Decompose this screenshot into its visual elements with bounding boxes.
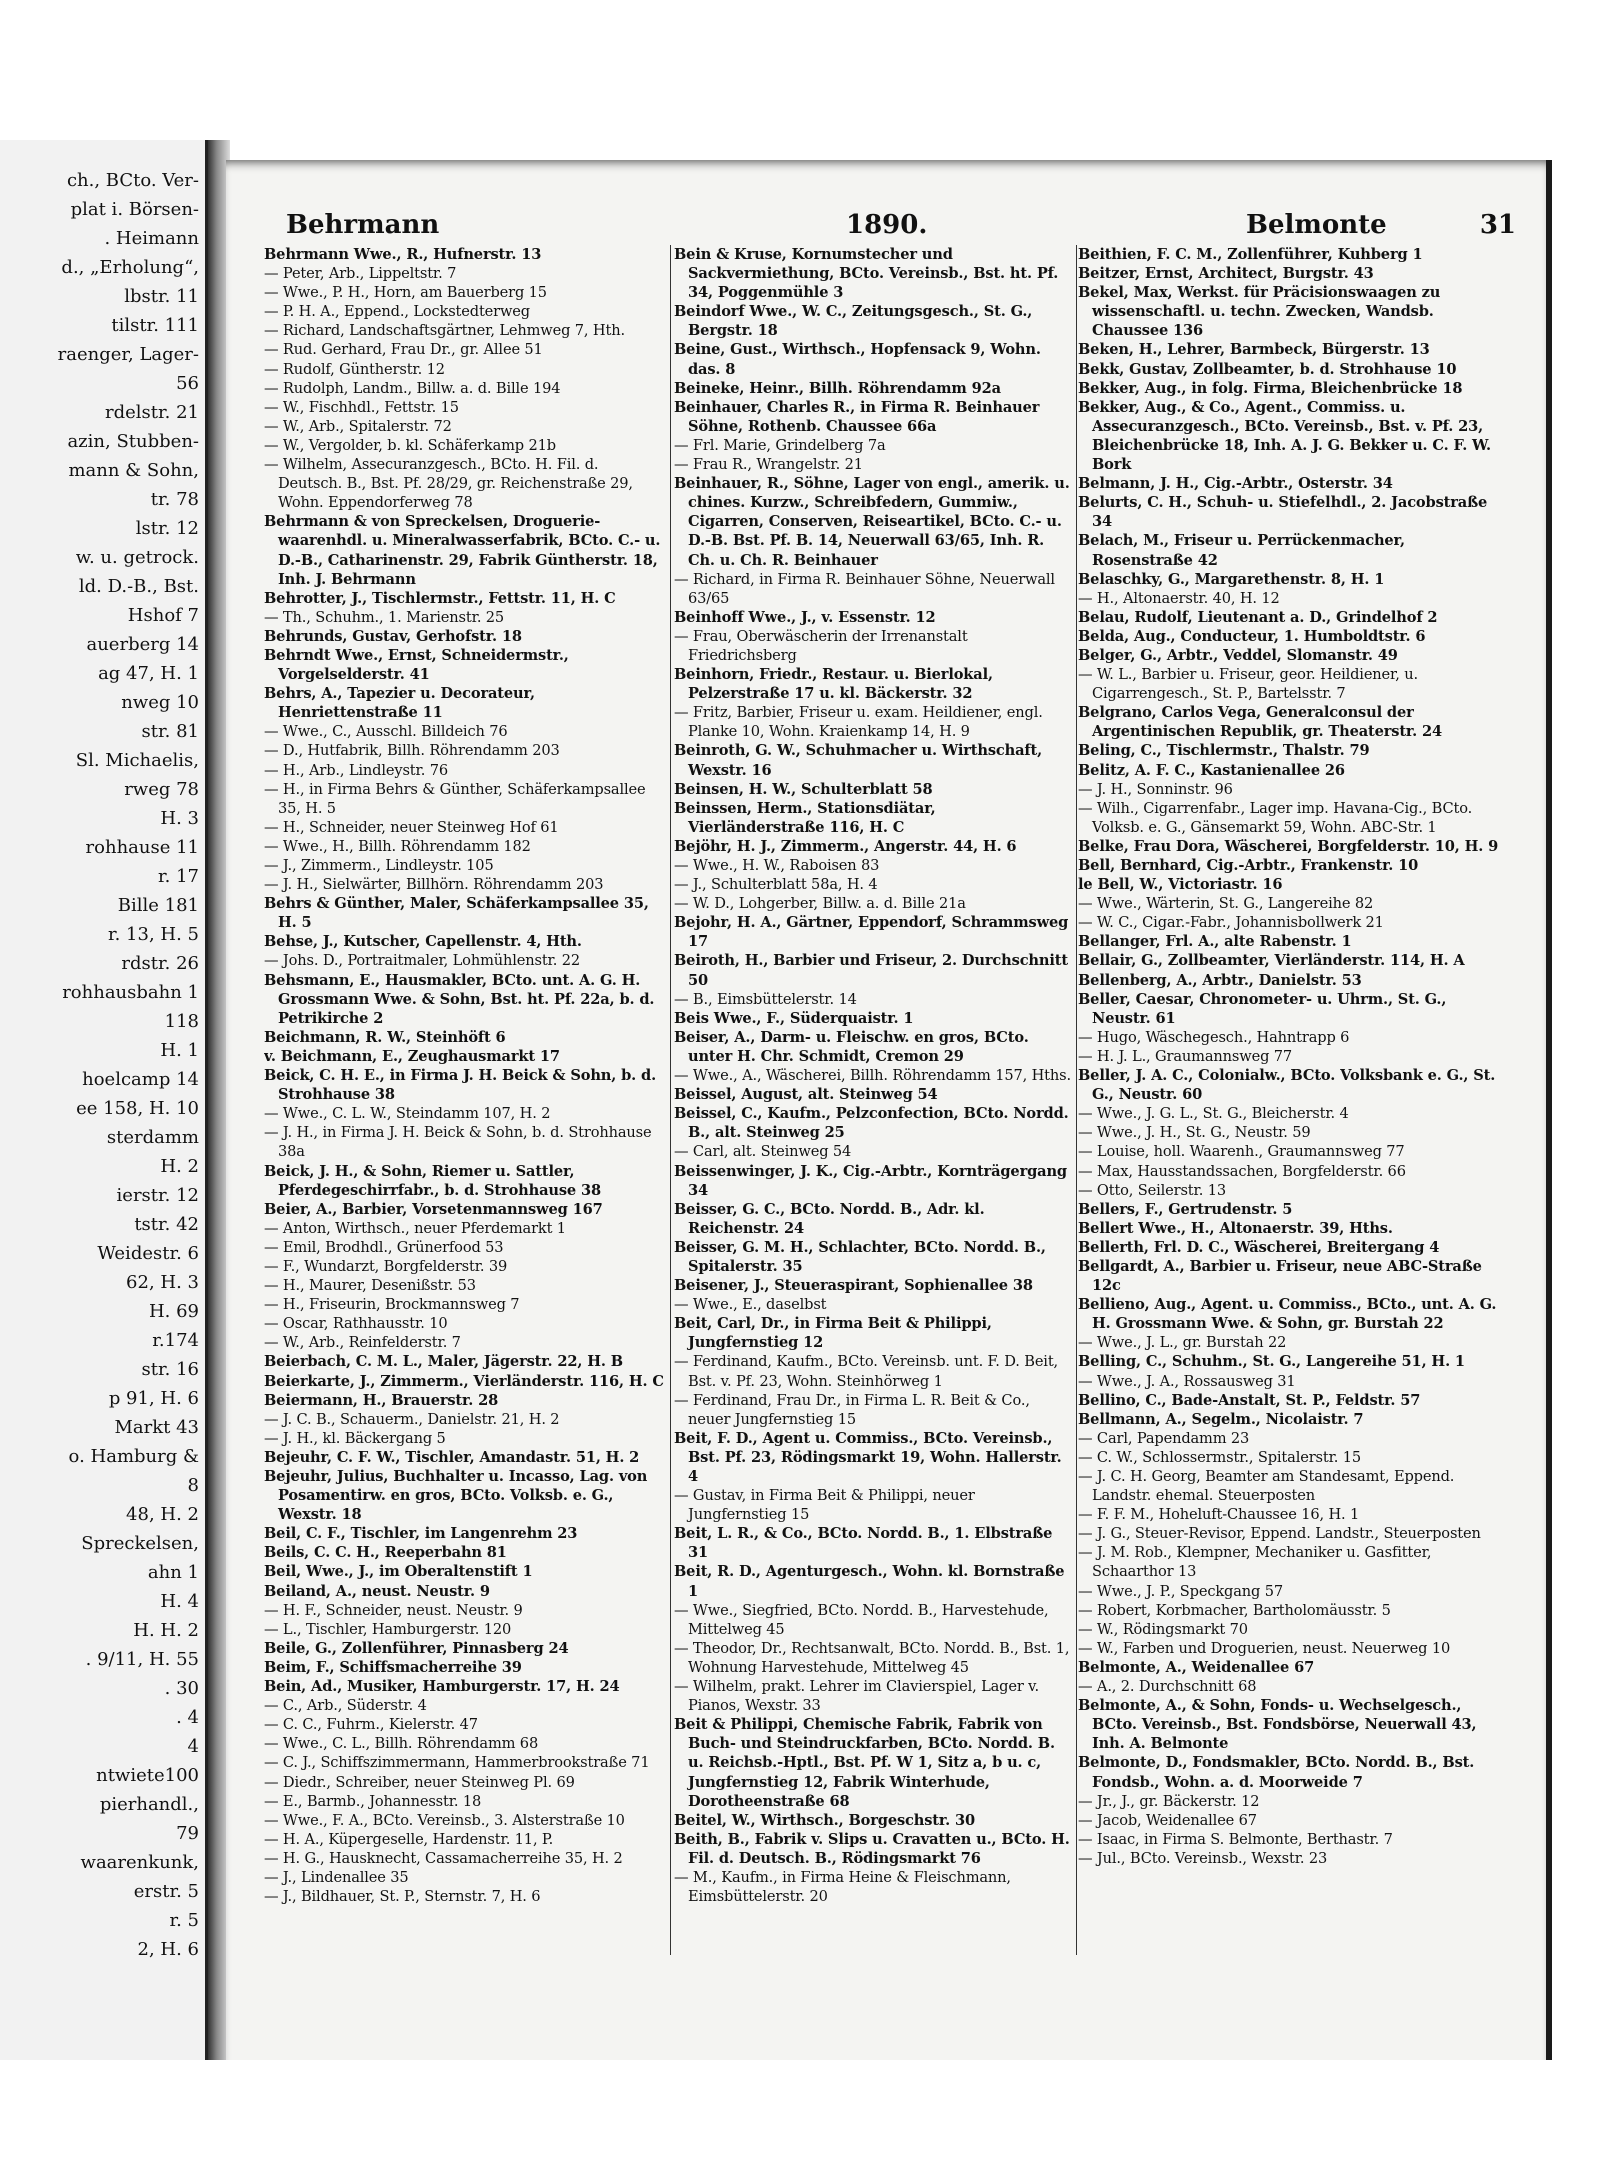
directory-entry: Bell, Bernhard, Cig.-Arbtr., Frankenstr. 10	[1078, 857, 1419, 874]
directory-entry: Behrunds, Gustav, Gerhofstr. 18	[264, 627, 522, 645]
directory-entry: Beis Wwe., F., Süderquaistr. 1	[674, 1009, 914, 1027]
directory-entry: Behse, J., Kutscher, Capellenstr. 4, Hth.	[264, 933, 582, 951]
directory-entry: Beit, R. D., Agenturgesch., Wohn. kl. Bornstraße 1	[674, 1563, 1065, 1600]
directory-entry: — Wwe., J. L., gr. Burstah 22	[1078, 1334, 1287, 1352]
left-page-text-fragment: H. 4	[160, 1591, 199, 1612]
directory-entry: Beil, C. F., Tischler, im Langenrehm 23	[264, 1525, 578, 1543]
directory-entry: — W., Arb., Spitalerstr. 72	[264, 417, 452, 435]
directory-entry: — Wwe., C., Ausschl. Billdeich 76	[264, 723, 508, 741]
directory-entry: Beinroth, G. W., Schuhmacher u. Wirthschaft, Wexstr. 16	[674, 742, 1043, 779]
header-first-name: Behrmann	[286, 210, 440, 240]
directory-entry: — J. C. B., Schauerm., Danielstr. 21, H. 2	[264, 1410, 560, 1428]
left-page-text-fragment: 62, H. 3	[126, 1272, 199, 1293]
directory-entry: — H., Altonaerstr. 40, H. 12	[1078, 589, 1280, 607]
directory-entry: Beick, C. H. E., in Firma J. H. Beick & Sohn, b. d. Strohhause 38	[264, 1067, 657, 1104]
directory-entry: — A., 2. Durchschnitt 68	[1078, 1678, 1257, 1696]
left-page-text-fragment: r. 17	[158, 866, 199, 887]
directory-entry: Beitzer, Ernst, Architect, Burgstr. 43	[1078, 265, 1374, 283]
directory-entry: — Otto, Seilerstr. 13	[1078, 1181, 1226, 1199]
left-page-text-fragment: 2, H. 6	[137, 1939, 199, 1960]
directory-entry: — E., Barmb., Johannesstr. 18	[264, 1792, 482, 1810]
directory-entry: Beiser, A., Darm- u. Fleischw. en gros, BCto. unter H. Chr. Schmidt, Cremon 29	[674, 1028, 1029, 1065]
directory-entry: — Frau, Oberwäscherin der Irrenanstalt Friedrichsberg	[674, 627, 968, 664]
directory-entry: — Wwe., H. W., Raboisen 83	[674, 857, 880, 874]
left-page-text-fragment: ntwiete100	[96, 1765, 199, 1786]
directory-entry: Behrmann Wwe., R., Hufnerstr. 13	[264, 246, 542, 263]
directory-entry: — L., Tischler, Hamburgerstr. 120	[264, 1620, 512, 1638]
directory-entry: Bellers, F., Gertrudenstr. 5	[1078, 1200, 1293, 1218]
left-page-text-fragment: Sl. Michaelis,	[75, 750, 199, 771]
directory-entry: — Jul., BCto. Vereinsb., Wexstr. 23	[1078, 1849, 1328, 1867]
directory-entry: — D., Hutfabrik, Billh. Röhrendamm 203	[264, 742, 560, 760]
left-page-text-fragment: . 4	[176, 1707, 199, 1728]
directory-entry: Beierkarte, J., Zimmerm., Vierländerstr. 116, H. C	[264, 1372, 664, 1390]
directory-entry: Belgrano, Carlos Vega, Generalconsul der Argentinischen Republik, gr. Theaterstr. 24	[1078, 704, 1442, 741]
left-page-text-fragment: Spreckelsen,	[81, 1533, 199, 1554]
left-page-text-fragment: r. 13, H. 5	[107, 924, 199, 945]
directory-entry: Beichmann, R. W., Steinhöft 6	[264, 1028, 506, 1046]
directory-entry: — J., Schulterblatt 58a, H. 4	[674, 876, 878, 894]
left-page-text-fragment: hoelcamp 14	[82, 1069, 199, 1090]
directory-entry: — Theodor, Dr., Rechtsanwalt, BCto. Nordd. B., Bst. 1, Wohnung Harvestehude, Mittelweg 45	[674, 1639, 1070, 1676]
directory-entry: Beller, Caesar, Chronometer- u. Uhrm., St. G., Neustr. 61	[1078, 990, 1447, 1027]
left-page-text-fragment: raenger, Lager-	[57, 344, 199, 365]
directory-entry: Beils, C. C. H., Reeperbahn 81	[264, 1544, 507, 1562]
directory-entry: — Th., Schuhm., 1. Marienstr. 25	[264, 608, 505, 626]
left-page-text-fragment: sterdamm	[106, 1127, 199, 1148]
directory-entry: le Bell, W., Victoriastr. 16	[1078, 876, 1283, 894]
directory-entry: — H., Maurer, Desenißstr. 53	[264, 1277, 476, 1295]
left-page-text-fragment: H. 69	[148, 1301, 199, 1322]
directory-entry: Belmonte, A., & Sohn, Fonds- u. Wechselgesch., BCto. Vereinsb., Bst. Fondsbörse, Neuerwall 43, Inh. A. Belmonte	[1078, 1697, 1477, 1753]
left-page-text-fragment: rohhause 11	[85, 837, 199, 858]
left-page-text-fragment: w. u. getrock.	[75, 547, 199, 568]
directory-entry: Belurts, C. H., Schuh- u. Stiefelhdl., 2. Jacobstraße 34	[1078, 494, 1488, 531]
directory-entry: Bein, Ad., Musiker, Hamburgerstr. 17, H. 24	[264, 1678, 620, 1696]
directory-entry: Beiroth, H., Barbier und Friseur, 2. Durchschnitt 50	[674, 952, 1068, 989]
directory-entry: — C. J., Schiffszimmermann, Hammerbrookstraße 71	[264, 1754, 650, 1772]
directory-entry: — Peter, Arb., Lippeltstr. 7	[264, 265, 457, 283]
left-page-text-fragment: auerberg 14	[86, 634, 199, 655]
directory-entry: Bejöhr, H. J., Zimmerm., Angerstr. 44, H. 6	[674, 837, 1017, 855]
directory-entry: Belke, Frau Dora, Wäscherei, Borgfelderstr. 10, H. 9	[1078, 837, 1499, 855]
directory-entry: — Rudolph, Landm., Billw. a. d. Bille 194	[264, 379, 561, 397]
directory-entry: Beine, Gust., Wirthsch., Hopfensack 9, Wohn. das. 8	[674, 341, 1041, 378]
directory-entry: Beith, B., Fabrik v. Slips u. Cravatten u., BCto. H. Fil. d. Deutsch. B., Rödingsmarkt 76	[674, 1830, 1070, 1867]
directory-entry: — C. C., Fuhrm., Kielerstr. 47	[264, 1716, 478, 1734]
left-page-text-fragment: rdelstr. 21	[105, 402, 199, 423]
directory-entry: Beller, J. A. C., Colonialw., BCto. Volksbank e. G., St. G., Neustr. 60	[1078, 1067, 1496, 1104]
directory-entry: Belmann, J. H., Cig.-Arbtr., Osterstr. 34	[1078, 475, 1393, 493]
directory-entry: Bellenberg, A., Arbtr., Danielstr. 53	[1078, 971, 1362, 989]
column-divider	[1076, 245, 1077, 1955]
left-page-text-fragment: str. 81	[141, 721, 199, 742]
directory-entry: — Wilh., Cigarrenfabr., Lager imp. Havana-Cig., BCto. Volksb. e. G., Gänsemarkt 59, Wohn. ABC-Str. 1	[1078, 799, 1473, 836]
directory-entry: — J. H., kl. Bäckergang 5	[264, 1429, 446, 1447]
directory-entry: — Isaac, in Firma S. Belmonte, Berthastr. 7	[1078, 1830, 1393, 1848]
directory-entry: — H., Schneider, neuer Steinweg Hof 61	[264, 818, 559, 836]
directory-entry: — Johs. D., Portraitmaler, Lohmühlenstr. 22	[264, 952, 581, 970]
directory-entry: Belach, M., Friseur u. Perrückenmacher, Rosenstraße 42	[1078, 532, 1405, 569]
left-page-text-fragment: . 9/11, H. 55	[85, 1649, 199, 1670]
adjacent-page-fragment	[0, 140, 208, 2060]
directory-column-3	[1078, 245, 1508, 1965]
left-page-text-fragment: pierhandl.,	[99, 1794, 199, 1815]
directory-entry: Beit, F. D., Agent u. Commiss., BCto. Vereinsb., Bst. Pf. 23, Rödingsmarkt 19, Wohn. Hallerstr. 4	[674, 1429, 1062, 1485]
directory-entry: Bellgardt, A., Barbier u. Friseur, neue ABC-Straße 12c	[1078, 1257, 1482, 1295]
directory-entry: — W. D., Lohgerber, Billw. a. d. Bille 21a	[674, 895, 966, 913]
directory-entry: Beinhauer, R., Söhne, Lager von engl., amerik. u. chines. Kurzw., Schreibfedern, Gummiw., Cigarren, Conserven, Reiseartikel, BCto. C.- u. D.-B. Bst. Pf. B. 14, Neuerwall 63/65, Inh. R. Ch. u. Ch. R. Beinhauer	[674, 475, 1070, 569]
directory-entry: Bekel, Max, Werkst. für Präcisionswaagen zu wissenschaftl. u. techn. Zwecken, Wandsb. Chaussee 136	[1078, 284, 1441, 340]
left-page-text-fragment: 48, H. 2	[126, 1504, 199, 1525]
directory-entry: — Anton, Wirthsch., neuer Pferdemarkt 1	[264, 1219, 566, 1237]
column-divider	[670, 245, 671, 1955]
left-page-text-fragment: tr. 78	[150, 489, 199, 510]
directory-entry: — Diedr., Schreiber, neuer Steinweg Pl. 69	[264, 1773, 575, 1791]
left-page-text-fragment: o. Hamburg &	[68, 1446, 199, 1467]
directory-entry: Belaschky, G., Margarethenstr. 8, H. 1	[1078, 570, 1385, 588]
left-page-text-fragment: ee 158, H. 10	[76, 1098, 199, 1119]
directory-entry: Beiermann, H., Brauerstr. 28	[264, 1391, 499, 1409]
directory-entry: — Richard, in Firma R. Beinhauer Söhne, Neuerwall 63/65	[674, 570, 1055, 607]
directory-entry: — B., Eimsbüttelerstr. 14	[674, 990, 857, 1008]
directory-entry: — Wilhelm, Assecuranzgesch., BCto. H. Fil. d. Deutsch. B., Bst. Pf. 28/29, gr. Reichenstraße 29, Wohn. Eppendorferweg 78	[264, 456, 633, 512]
directory-entry: — W., Rödingsmarkt 70	[1078, 1620, 1248, 1638]
directory-entry: — Wwe., F. A., BCto. Vereinsb., 3. Alsterstraße 10	[264, 1811, 625, 1829]
directory-entry: — M., Kaufm., in Firma Heine & Fleischmann, Eimsbüttelerstr. 20	[674, 1868, 1011, 1906]
directory-entry: Bekker, Aug., in folg. Firma, Bleichenbrücke 18	[1078, 379, 1463, 397]
directory-entry: Belitz, A. F. C., Kastanienallee 26	[1078, 761, 1345, 779]
directory-entry: Behsmann, E., Hausmakler, BCto. unt. A. G. H. Grossmann Wwe. & Sohn, Bst. ht. Pf. 22a, b. d. Petrikirche 2	[264, 971, 655, 1027]
directory-entry: — Rud. Gerhard, Frau Dr., gr. Allee 51	[264, 341, 543, 359]
directory-entry: Beinhorn, Friedr., Restaur. u. Bierlokal, Pelzerstraße 17 u. kl. Bäckerstr. 32	[674, 666, 993, 703]
directory-entry: Belmonte, D., Fondsmakler, BCto. Nordd. B., Bst. Fondsb., Wohn. a. d. Moorweide 7	[1078, 1754, 1475, 1791]
left-page-text-fragment: mann & Sohn,	[68, 460, 199, 481]
directory-entry: — Jacob, Weidenallee 67	[1078, 1811, 1257, 1829]
directory-entry: — J. H., Sonninstr. 96	[1078, 780, 1233, 798]
directory-entry: Belda, Aug., Conducteur, 1. Humboldtstr. 6	[1078, 627, 1426, 645]
directory-entry: — W., Vergolder, b. kl. Schäferkamp 21b	[264, 436, 556, 454]
directory-entry: — C., Arb., Süderstr. 4	[264, 1697, 427, 1715]
left-page-text-fragment: 56	[176, 373, 199, 394]
directory-entry: Bellert Wwe., H., Altonaerstr. 39, Hths.	[1078, 1219, 1393, 1237]
directory-entry: Bellieno, Aug., Agent. u. Commiss., BCto., unt. A. G. H. Grossmann Wwe. & Sohn, gr. Burstah 22	[1078, 1296, 1497, 1333]
directory-entry: — H. F., Schneider, neust. Neustr. 9	[264, 1601, 523, 1619]
directory-entry: — F. F. M., Hoheluft-Chaussee 16, H. 1	[1078, 1506, 1360, 1524]
directory-entry: Behrs & Günther, Maler, Schäferkampsallee 35, H. 5	[264, 895, 649, 932]
directory-entry: — C. W., Schlossermstr., Spitalerstr. 15	[1078, 1448, 1362, 1466]
left-page-text-fragment: d., „Erholung“,	[61, 257, 199, 278]
left-page-text-fragment: 8	[187, 1475, 199, 1496]
directory-entry: Bein & Kruse, Kornumstecher und Sackvermiethung, BCto. Vereinsb., Bst. ht. Pf. 34, Poggenmühle 3	[674, 246, 1059, 302]
directory-entry: — Jr., J., gr. Bäckerstr. 12	[1078, 1792, 1260, 1810]
directory-entry: — Wwe., H., Billh. Röhrendamm 182	[264, 837, 531, 855]
directory-entry: Beick, J. H., & Sohn, Riemer u. Sattler, Pferdegeschirrfabr., b. d. Strohhause 38	[264, 1162, 601, 1199]
directory-entry: Beling, C., Tischlermstr., Thalstr. 79	[1078, 742, 1370, 760]
directory-entry: — W. C., Cigar.-Fabr., Johannisbollwerk 21	[1078, 914, 1384, 932]
directory-entry: — Carl, Papendamm 23	[1078, 1429, 1250, 1447]
directory-entry: Bejeuhr, Julius, Buchhalter u. Incasso, Lag. von Posamentirw. en gros, BCto. Volksb. e. G., Wexstr. 18	[264, 1468, 648, 1524]
directory-entry: Behrndt Wwe., Ernst, Schneidermstr., Vorgelselderstr. 41	[264, 646, 569, 684]
directory-entry: — Wwe., E., daselbst	[674, 1296, 827, 1314]
directory-entry: — Wwe., C. L., Billh. Röhrendamm 68	[264, 1735, 539, 1753]
directory-entry: Beinhauer, Charles R., in Firma R. Beinhauer Söhne, Rothenb. Chaussee 66a	[674, 398, 1040, 435]
directory-entry: Bejeuhr, C. F. W., Tischler, Amandastr. 51, H. 2	[264, 1448, 640, 1466]
directory-entry: — J. G., Steuer-Revisor, Eppend. Landstr., Steuerposten	[1078, 1525, 1481, 1543]
left-page-text-fragment: azin, Stubben-	[67, 431, 199, 452]
directory-entry: Bellerth, Frl. D. C., Wäscherei, Breitergang 4	[1078, 1238, 1440, 1256]
directory-entry: Beineke, Heinr., Billh. Röhrendamm 92a	[674, 379, 1001, 397]
directory-entry: — Wwe., A., Wäscherei, Billh. Röhrendamm 157, Hths.	[674, 1067, 1071, 1085]
directory-entry: Bekker, Aug., & Co., Agent., Commiss. u. Assecuranzgesch., BCto. Vereinsb., Bst. v. Pf. 23, Bleichenbrücke 18, Inh. A. J. G. Bekker u. C. F. W. Bork	[1078, 398, 1491, 474]
directory-entry: Beinsen, H. W., Schulterblatt 58	[674, 780, 933, 798]
directory-entry: — Robert, Korbmacher, Bartholomäusstr. 5	[1078, 1601, 1391, 1619]
directory-entry: — Frau R., Wrangelstr. 21	[674, 456, 863, 474]
directory-entry: Bellino, C., Bade-Anstalt, St. P., Feldstr. 57	[1078, 1391, 1421, 1409]
directory-entry: Beit, Carl, Dr., in Firma Beit & Philippi, Jungfernstieg 12	[674, 1315, 992, 1352]
directory-entry: — Oscar, Rathhausstr. 10	[264, 1315, 448, 1333]
directory-entry: Beitel, W., Wirthsch., Borgeschstr. 30	[674, 1811, 975, 1829]
directory-entry: Beissel, August, alt. Steinweg 54	[674, 1086, 938, 1104]
directory-entry: Behrotter, J., Tischlermstr., Fettstr. 11, H. C	[264, 589, 616, 607]
left-page-text-fragment: lstr. 12	[135, 518, 199, 539]
directory-entry: — Wwe., C. L. W., Steindamm 107, H. 2	[264, 1105, 551, 1123]
directory-entry: Beken, H., Lehrer, Barmbeck, Bürgerstr. 13	[1078, 341, 1430, 359]
left-page-text-fragment: lbstr. 11	[124, 286, 199, 307]
directory-entry: — J., Bildhauer, St. P., Sternstr. 7, H. 6	[264, 1888, 541, 1906]
directory-entry: — P. H. A., Eppend., Lockstedterweg	[264, 303, 530, 321]
left-page-text-fragment: p 91, H. 6	[108, 1388, 199, 1409]
directory-entry: — H., in Firma Behrs & Günther, Schäferkampsallee 35, H. 5	[264, 780, 646, 817]
directory-entry: — Emil, Brodhdl., Grünerfood 53	[264, 1238, 504, 1256]
directory-entry: — F., Wundarzt, Borgfelderstr. 39	[264, 1257, 508, 1275]
directory-entry: — Ferdinand, Frau Dr., in Firma L. R. Beit & Co., neuer Jungfernstieg 15	[674, 1391, 1030, 1428]
directory-entry: — J. H., Sielwärter, Billhörn. Röhrendamm 203	[264, 876, 604, 894]
directory-entry: Bellair, G., Zollbeamter, Vierländerstr. 114, H. A	[1078, 952, 1465, 970]
directory-entry: — Wwe., J. P., Speckgang 57	[1078, 1582, 1283, 1600]
directory-entry: Bekk, Gustav, Zollbeamter, b. d. Strohhause 10	[1078, 360, 1457, 378]
left-page-text-fragment: str. 16	[141, 1359, 199, 1380]
directory-entry: Beissel, C., Kaufm., Pelzconfection, BCto. Nordd. B., alt. Steinweg 25	[674, 1105, 1069, 1142]
directory-entry: Bejohr, H. A., Gärtner, Eppendorf, Schrammsweg 17	[674, 914, 1069, 951]
directory-entry: — Fritz, Barbier, Friseur u. exam. Heildiener, engl. Planke 10, Wohn. Kraienkamp 14, H. 9	[674, 704, 1043, 741]
directory-entry: Beisser, G. M. H., Schlachter, BCto. Nordd. B., Spitalerstr. 35	[674, 1238, 1046, 1275]
left-page-text-fragment: 118	[164, 1011, 199, 1032]
directory-entry: — J. M. Rob., Klempner, Mechaniker u. Gasfitter, Schaarthor 13	[1078, 1544, 1432, 1581]
left-page-text-fragment: H. 1	[160, 1040, 199, 1061]
left-page-text-fragment: ch., BCto. Ver-	[66, 170, 199, 191]
left-page-text-fragment: Weidestr. 6	[97, 1243, 199, 1264]
left-page-text-fragment: waarenkunk,	[80, 1852, 199, 1873]
directory-entry: — Wilhelm, prakt. Lehrer im Clavierspiel, Lager v. Pianos, Wexstr. 33	[674, 1678, 1040, 1715]
left-page-text-fragment: plat i. Börsen-	[70, 199, 199, 220]
directory-entry: — Rudolf, Güntherstr. 12	[264, 360, 445, 378]
directory-page	[226, 160, 1552, 2060]
directory-column-1	[264, 245, 666, 1965]
directory-entry: Bellmann, A., Segelm., Nicolaistr. 7	[1078, 1410, 1364, 1428]
directory-entry: — Frl. Marie, Grindelberg 7a	[674, 436, 886, 454]
directory-entry: Beier, A., Barbier, Vorsetenmannsweg 167	[264, 1200, 603, 1218]
directory-entry: — W., Arb., Reinfelderstr. 7	[264, 1334, 461, 1352]
directory-entry: Behrs, A., Tapezier u. Decorateur, Henriettenstraße 11	[264, 685, 535, 722]
directory-entry: Belmonte, A., Weidenallee 67	[1078, 1658, 1315, 1676]
left-page-text-fragment: nweg 10	[121, 692, 199, 713]
directory-entry: Beisener, J., Steueraspirant, Sophienallee 38	[674, 1277, 1033, 1295]
left-page-text-fragment: Hshof 7	[127, 605, 199, 626]
directory-entry: — Ferdinand, Kaufm., BCto. Vereinsb. unt. F. D. Beit, Bst. v. Pf. 23, Wohn. Steinhörweg 1	[674, 1353, 1059, 1390]
left-page-text-fragment: rdstr. 26	[121, 953, 199, 974]
directory-entry: — W., Fischhdl., Fettstr. 15	[264, 398, 459, 416]
directory-entry: Belger, G., Arbtr., Veddel, Slomanstr. 49	[1078, 646, 1398, 664]
left-page-text-fragment: 4	[187, 1736, 199, 1757]
left-page-text-fragment: . Heimann	[104, 228, 199, 249]
directory-entry: Beit & Philippi, Chemische Fabrik, Fabrik von Buch- und Steindruckfarben, BCto. Nordd. B. u. Reichsb.-Hptl., Bst. Pf. W 1, Sitz a, b u. c, Jungfernstieg 12, Fabrik Winterhude, Dorotheenstraße 68	[674, 1716, 1055, 1810]
left-page-text-fragment: r. 5	[169, 1910, 199, 1931]
header-last-name: Belmonte	[1246, 210, 1387, 240]
directory-entry: Beissenwinger, J. K., Cig.-Arbtr., Kornträgergang 34	[674, 1162, 1067, 1199]
directory-entry: Beinssen, Herm., Stationsdiätar, Vierländerstraße 116, H. C	[674, 799, 936, 836]
left-page-text-fragment: Markt 43	[114, 1417, 199, 1438]
directory-entry: Beinhoff Wwe., J., v. Essenstr. 12	[674, 608, 936, 626]
directory-entry: — J. H., in Firma J. H. Beick & Sohn, b. d. Strohhause 38a	[264, 1124, 652, 1161]
directory-entry: — Wwe., P. H., Horn, am Bauerberg 15	[264, 284, 547, 302]
directory-entry: — J. C. H. Georg, Beamter am Standesamt, Eppend. Landstr. ehemal. Steuerposten	[1078, 1468, 1455, 1505]
directory-entry: Beim, F., Schiffsmacherreihe 39	[264, 1658, 522, 1676]
left-page-text-fragment: ld. D.-B., Bst.	[78, 576, 199, 597]
directory-entry: Beisser, G. C., BCto. Nordd. B., Adr. kl. Reichenstr. 24	[674, 1200, 985, 1237]
header-year: 1890.	[846, 210, 928, 240]
left-page-text-fragment: H. H. 2	[133, 1620, 199, 1641]
left-page-text-fragment: H. 2	[160, 1156, 199, 1177]
directory-entry: Beile, G., Zollenführer, Pinnasberg 24	[264, 1639, 569, 1657]
page-header	[266, 210, 1526, 246]
directory-entry: v. Beichmann, E., Zeughausmarkt 17	[264, 1047, 560, 1065]
directory-entry: Beindorf Wwe., W. C., Zeitungsgesch., St. G., Bergstr. 18	[674, 303, 1033, 340]
left-page-text-fragment: 79	[176, 1823, 199, 1844]
directory-entry: Bellanger, Frl. A., alte Rabenstr. 1	[1078, 933, 1352, 951]
directory-entry: — J., Lindenallee 35	[264, 1868, 409, 1886]
directory-entry: — H. A., Küpergeselle, Hardenstr. 11, P.	[264, 1830, 554, 1848]
directory-entry: — Wwe., J. G. L., St. G., Bleicherstr. 4	[1078, 1105, 1349, 1123]
directory-entry: Belau, Rudolf, Lieutenant a. D., Grindelhof 2	[1078, 608, 1438, 626]
directory-entry: — J., Zimmerm., Lindleystr. 105	[264, 857, 494, 874]
left-page-text-fragment: Bille 181	[117, 895, 199, 916]
directory-entry: — Wwe., J. A., Rossausweg 31	[1078, 1372, 1296, 1390]
directory-entry: — Max, Hausstandssachen, Borgfelderstr. 66	[1078, 1162, 1406, 1180]
directory-entry: — Wwe., Wärterin, St. G., Langereihe 82	[1078, 895, 1374, 913]
directory-entry: — W., Farben und Droguerien, neust. Neuerweg 10	[1078, 1639, 1451, 1657]
left-page-text-fragment: tstr. 42	[134, 1214, 199, 1235]
left-page-text-fragment: . 30	[164, 1678, 199, 1699]
left-page-text-fragment: ag 47, H. 1	[98, 663, 199, 684]
directory-column-2	[674, 245, 1072, 1965]
directory-entry: Behrmann & von Spreckelsen, Droguerie-waarenhdl. u. Mineralwasserfabrik, BCto. C.- u. D.-B., Catharinenstr. 29, Fabrik Güntherstr. 18, Inh. J. Behrmann	[264, 513, 661, 588]
directory-entry: Beil, Wwe., J., im Oberaltenstift 1	[264, 1563, 533, 1581]
left-page-text-fragment: erstr. 5	[133, 1881, 199, 1902]
directory-entry: — Louise, holl. Waarenh., Graumannsweg 77	[1078, 1143, 1405, 1161]
directory-entry: — Wwe., Siegfried, BCto. Nordd. B., Harvestehude, Mittelweg 45	[674, 1601, 1049, 1638]
left-page-text-fragment: rohhausbahn 1	[62, 982, 199, 1003]
directory-entry: — H., Friseurin, Brockmannsweg 7	[264, 1296, 520, 1314]
directory-entry: — Hugo, Wäschegesch., Hahntrapp 6	[1078, 1028, 1350, 1046]
directory-entry: Beiland, A., neust. Neustr. 9	[264, 1582, 490, 1600]
left-page-text-fragment: rweg 78	[124, 779, 199, 800]
page-number: 31	[1479, 210, 1516, 240]
directory-entry: — H. G., Hausknecht, Cassamacherreihe 35, H. 2	[264, 1849, 623, 1867]
directory-entry: — Wwe., J. H., St. G., Neustr. 59	[1078, 1124, 1311, 1142]
directory-entry: — Gustav, in Firma Beit & Philippi, neuer Jungfernstieg 15	[674, 1487, 975, 1524]
directory-entry: Beithien, F. C. M., Zollenführer, Kuhberg 1	[1078, 246, 1423, 263]
directory-entry: Beit, L. R., & Co., BCto. Nordd. B., 1. Elbstraße 31	[674, 1525, 1053, 1562]
left-page-text-fragment: H. 3	[160, 808, 199, 829]
directory-entry: — H. J. L., Graumannsweg 77	[1078, 1047, 1293, 1065]
left-page-text-fragment: r.174	[152, 1330, 199, 1351]
directory-entry: — W. L., Barbier u. Friseur, geor. Heildiener, u. Cigarrengesch., St. P., Bartelsstr. 7	[1078, 666, 1418, 703]
directory-entry: Beierbach, C. M. L., Maler, Jägerstr. 22, H. B	[264, 1353, 623, 1371]
directory-entry: — Richard, Landschaftsgärtner, Lehmweg 7, Hth.	[264, 322, 625, 340]
directory-entry: — Carl, alt. Steinweg 54	[674, 1143, 852, 1161]
directory-entry: Belling, C., Schuhm., St. G., Langereihe 51, H. 1	[1078, 1353, 1465, 1371]
left-page-text-fragment: ahn 1	[147, 1562, 199, 1583]
directory-entry: — H., Arb., Lindleystr. 76	[264, 761, 448, 779]
left-page-text-fragment: ierstr. 12	[116, 1185, 199, 1206]
left-page-text-fragment: tilstr. 111	[111, 315, 199, 336]
